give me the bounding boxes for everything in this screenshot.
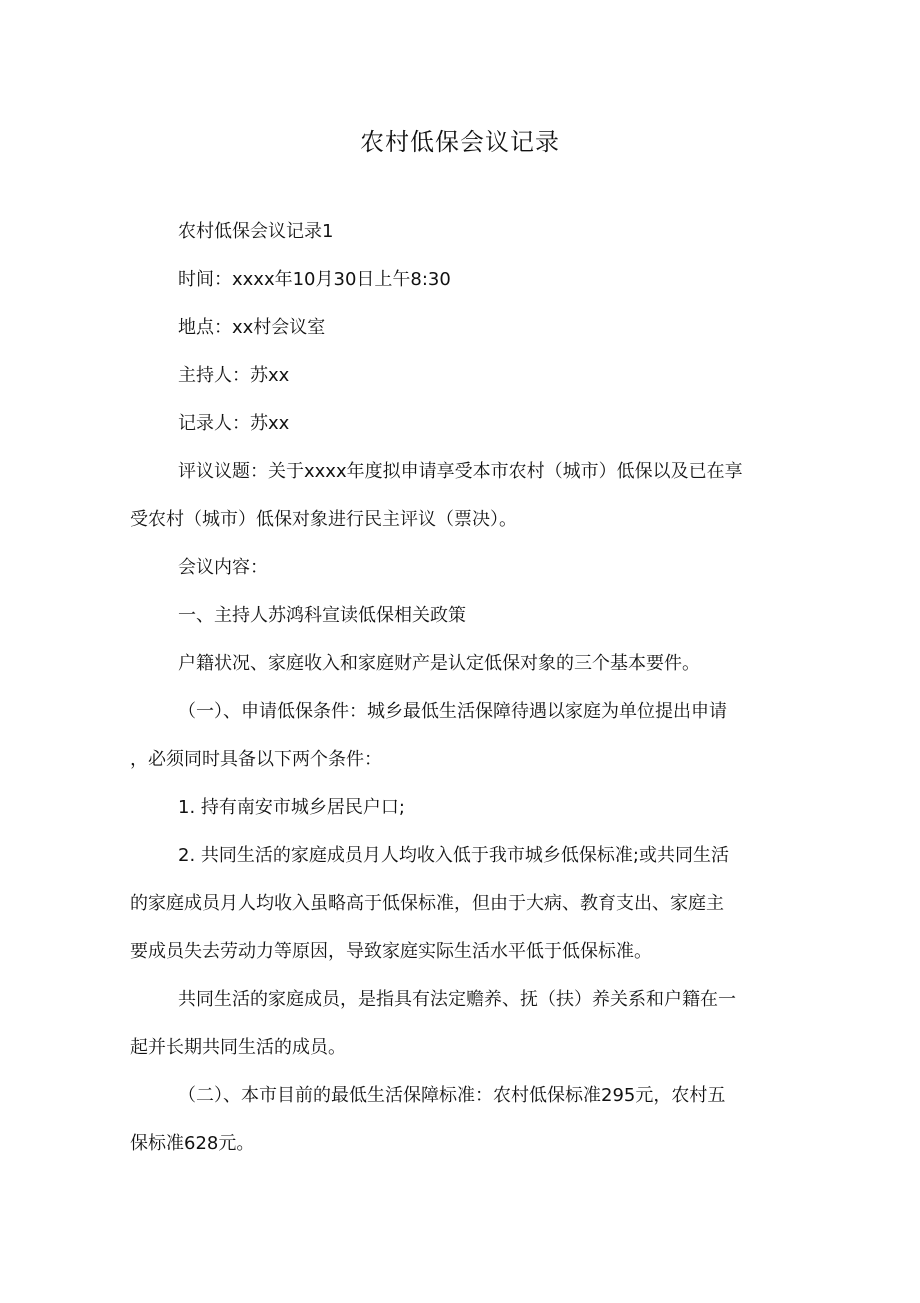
section-one-heading <box>130 592 780 640</box>
family-members-line-2: 起并长期共同生活的成员。 <box>130 1037 346 1058</box>
meeting-content-label-text: 会议内容： <box>178 557 268 578</box>
condition-item-1-text: 1. 持有南安市城乡居民户口; <box>178 797 405 818</box>
conditions-line-2: ，必须同时具备以下两个条件： <box>130 749 382 770</box>
section-one-heading-text: 一、主持人苏鸿科宣读低保相关政策 <box>178 605 466 626</box>
condition-item-2 <box>130 832 780 976</box>
meeting-time <box>130 256 780 304</box>
meeting-host <box>130 352 780 400</box>
family-members-line-1: 共同生活的家庭成员，是指具有法定赡养、抚（扶）养关系和户籍在一 <box>178 989 736 1010</box>
conditions-line-1: （一）、申请低保条件：城乡最低生活保障待遇以家庭为单位提出申请 <box>178 701 727 722</box>
condition-item-1 <box>130 784 780 832</box>
meeting-topic-line-2: 受农村（城市）低保对象进行民主评议（票决）。 <box>130 509 517 530</box>
meeting-content-label <box>130 544 780 592</box>
meeting-recorder <box>130 400 780 448</box>
standard-line-1: （二）、本市目前的最低生活保障标准：农村低保标准295元，农村五 <box>178 1085 726 1106</box>
requirements-text: 户籍状况、家庭收入和家庭财产是认定低保对象的三个基本要件。 <box>178 653 700 674</box>
condition-item-2-line-1: 2. 共同生活的家庭成员月人均收入低于我市城乡低保标准;或共同生活 <box>178 845 729 866</box>
document-title: 农村低保会议记录 <box>360 128 560 156</box>
meeting-heading-text: 农村低保会议记录1 <box>178 221 334 242</box>
family-members-paragraph <box>130 976 780 1072</box>
condition-item-2-line-3: 要成员失去劳动力等原因，导致家庭实际生活水平低于低保标准。 <box>130 941 652 962</box>
document-body <box>130 208 780 1168</box>
meeting-place-text: 地点：xx村会议室 <box>178 317 326 338</box>
conditions-paragraph <box>130 688 780 784</box>
meeting-heading <box>130 208 780 256</box>
meeting-place <box>130 304 780 352</box>
meeting-time-text: 时间：xxxx年10月30日上午8:30 <box>178 269 451 290</box>
meeting-topic <box>130 448 780 544</box>
meeting-recorder-text: 记录人：苏xx <box>178 413 290 434</box>
condition-item-2-line-2: 的家庭成员月人均收入虽略高于低保标准，但由于大病、教育支出、家庭主 <box>130 893 724 914</box>
meeting-host-text: 主持人：苏xx <box>178 365 290 386</box>
meeting-topic-line-1: 评议议题：关于xxxx年度拟申请享受本市农村（城市）低保以及已在享 <box>178 461 743 482</box>
standard-line-2: 保标准628元。 <box>130 1133 255 1154</box>
requirements-paragraph <box>130 640 780 688</box>
standard-paragraph <box>130 1072 780 1168</box>
